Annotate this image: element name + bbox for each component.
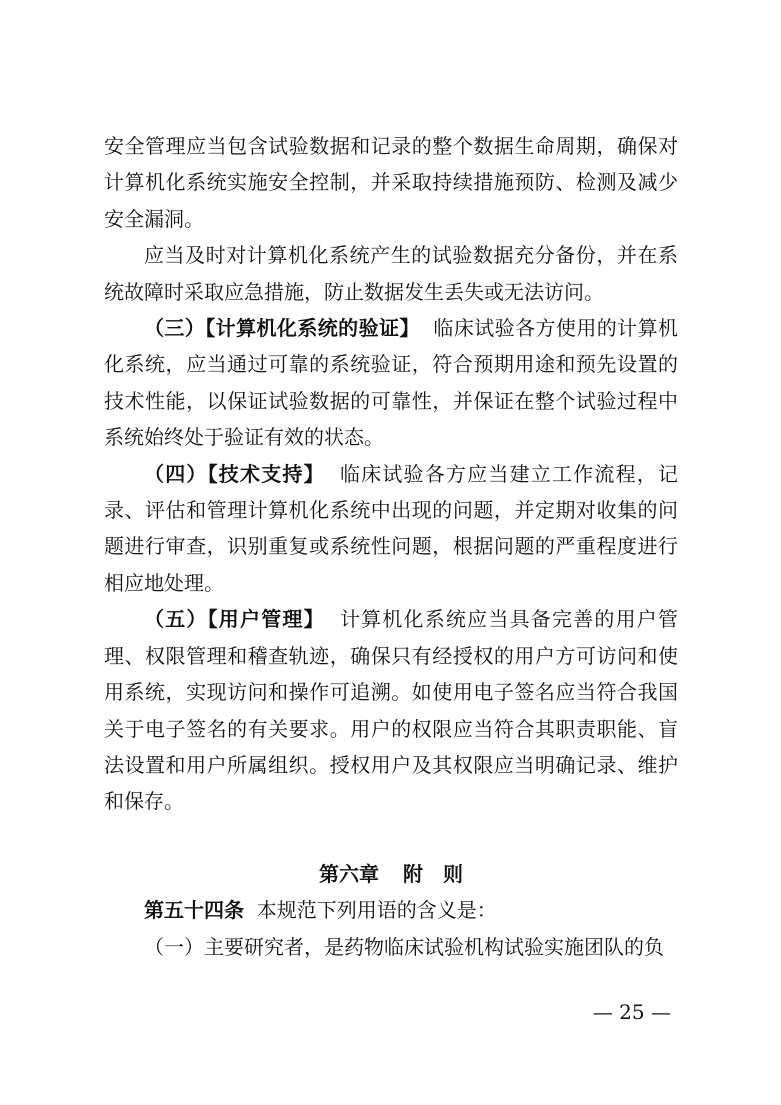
paragraph-text: 计算机化系统应当具备完善的用户管理、权限管理和稽查轨迹，确保只有经授权的用户方可访问和使用系统，实现访问和操作可追溯。如使用电子签名应当符合我国关于电子签名的有关要求。用户的权限应当符合其职责职能、盲法设置和用户所属组织。授权用户及其权限应当明确记录、维护和保存。 <box>104 607 678 814</box>
article-54 <box>104 892 678 928</box>
paragraph-definition-1 <box>104 929 678 965</box>
chapter-heading <box>104 856 678 892</box>
paragraph-technical-support <box>104 456 678 602</box>
section-heading: （五）【用户管理】 <box>144 607 325 632</box>
paragraph-text: 安全管理应当包含试验数据和记录的整个数据生命周期，确保对计算机化系统实施安全控制，并采取持续措施预防、检测及减少安全漏洞。 <box>104 134 678 231</box>
section-heading: （三）【计算机化系统的验证】 <box>144 316 420 341</box>
chapter-number: 第六章 <box>319 861 379 886</box>
paragraph-text: 应当及时对计算机化系统产生的试验数据充分备份，并在系统故障时采取应急措施，防止数据发生丢失或无法访问。 <box>104 243 678 304</box>
page-number: — 25 — <box>592 1000 671 1024</box>
section-heading: （四）【技术支持】 <box>144 461 325 486</box>
paragraph-security-management <box>104 128 678 237</box>
paragraph-system-validation <box>104 310 678 456</box>
article-text: 本规范下列用语的含义是： <box>256 898 497 923</box>
paragraph-data-backup <box>104 237 678 310</box>
chapter-title: 附 则 <box>403 861 463 886</box>
document-body <box>104 128 678 965</box>
paragraph-text: （一）主要研究者，是药物临床试验机构试验实施团队的负 <box>144 934 664 959</box>
paragraph-user-management <box>104 601 678 819</box>
paragraph-text: 临床试验各方使用的计算机化系统，应当通过可靠的系统验证，符合预期用途和预先设置的技术性能，以保证试验数据的可靠性，并保证在整个试验过程中系统始终处于验证有效的状态。 <box>104 316 679 450</box>
paragraph-text: 临床试验各方应当建立工作流程，记录、评估和管理计算机化系统中出现的问题，并定期对收集的问题进行审查，识别重复或系统性问题，根据问题的严重程度进行相应地处理。 <box>104 461 678 595</box>
article-label: 第五十四条 <box>144 898 244 923</box>
